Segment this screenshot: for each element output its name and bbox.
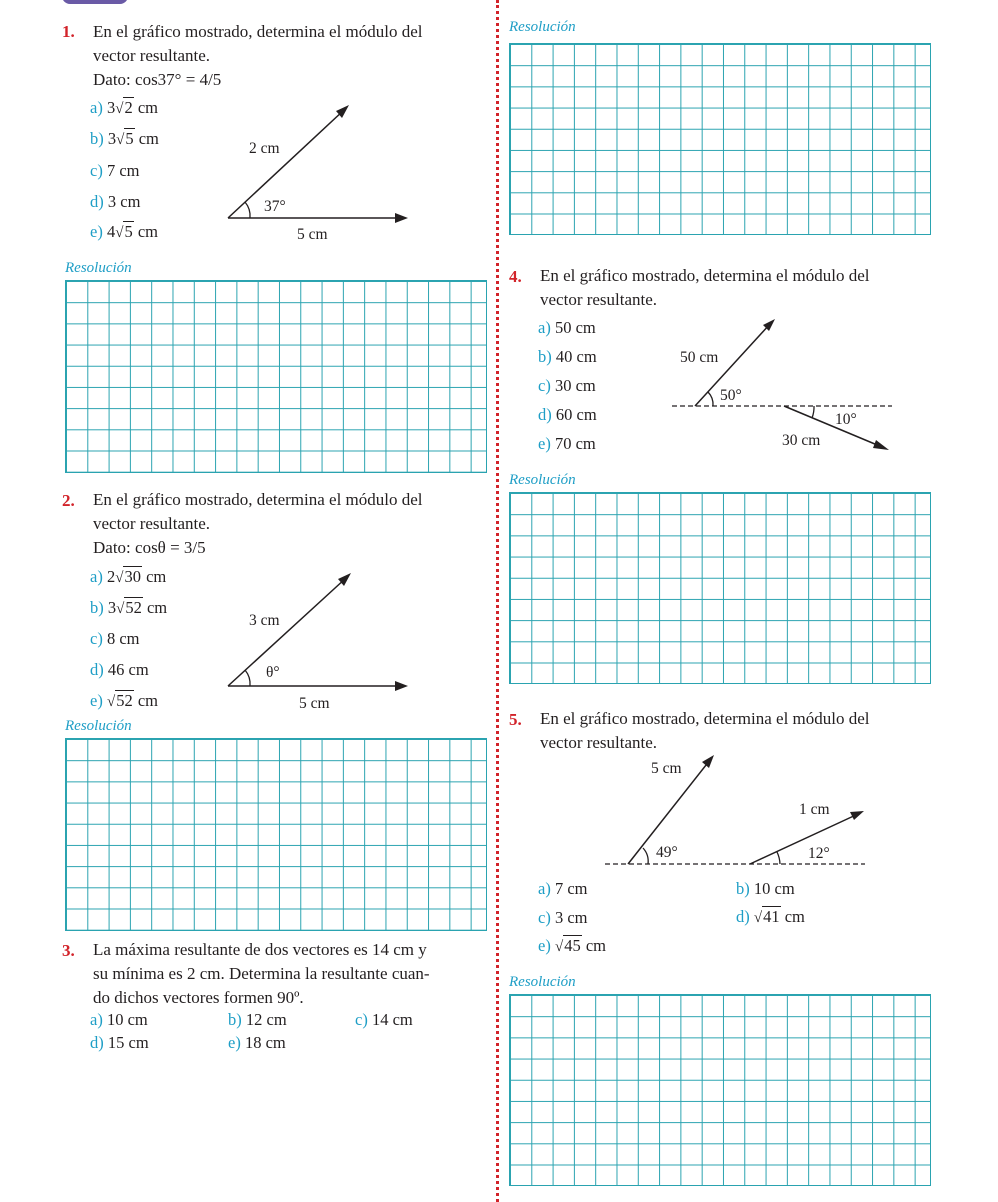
- stem-line: vector resultante.: [540, 290, 658, 309]
- vector-line: [750, 814, 858, 864]
- radical-expression: [108, 598, 143, 618]
- option-d[interactable]: [736, 907, 805, 927]
- option-unit: cm: [585, 936, 606, 955]
- radicand: 41: [763, 907, 780, 926]
- option-unit: cm: [137, 222, 158, 241]
- option-letter: a): [90, 98, 103, 117]
- option-letter: a): [538, 879, 551, 898]
- option-letter: e): [90, 222, 103, 241]
- figure-label: 10°: [835, 411, 857, 428]
- option-a[interactable]: [90, 567, 166, 587]
- option-text: 3 cm: [554, 908, 588, 927]
- radical-expression: [107, 691, 134, 711]
- option-unit: cm: [784, 907, 805, 926]
- radicand: 5: [124, 222, 133, 241]
- problem-stem: [93, 488, 423, 560]
- dato-line: Dato: cos37° = 4/5: [93, 70, 222, 89]
- column-divider: [496, 0, 499, 1202]
- figure-label: 1 cm: [799, 801, 830, 818]
- stem-line: La máxima resultante de dos vectores es 14 cm y: [93, 940, 427, 959]
- option-b[interactable]: [736, 879, 795, 899]
- radicand: 52: [116, 691, 133, 710]
- vector-figure-4: [670, 314, 900, 459]
- option-letter: e): [538, 936, 551, 955]
- option-letter: e): [228, 1033, 241, 1052]
- option-e[interactable]: [228, 1033, 286, 1053]
- option-letter: e): [90, 691, 103, 710]
- problem-stem: [93, 938, 430, 1010]
- option-b[interactable]: [90, 129, 159, 149]
- option-letter: d): [90, 192, 104, 211]
- sqrt-icon: √: [116, 132, 125, 148]
- resolucion-label: Resolución: [65, 260, 132, 276]
- sqrt-icon: √: [115, 101, 124, 117]
- stem-line: do dichos vectores formen 90º.: [93, 988, 304, 1007]
- figure-label: 2 cm: [249, 140, 280, 157]
- option-e[interactable]: [90, 691, 158, 711]
- option-unit: cm: [146, 598, 168, 617]
- resolution-grid[interactable]: [65, 280, 487, 473]
- option-b[interactable]: [538, 347, 597, 367]
- option-text: 18 cm: [244, 1033, 286, 1052]
- radicand: 30: [124, 567, 141, 586]
- option-a[interactable]: [90, 98, 158, 118]
- figure-label: 49°: [656, 844, 678, 861]
- option-b[interactable]: [228, 1010, 287, 1030]
- vector-line: [228, 578, 346, 686]
- radical-coef: 4: [106, 222, 116, 241]
- option-c[interactable]: [90, 629, 140, 649]
- radicand: 2: [124, 98, 133, 117]
- option-text: 14 cm: [371, 1010, 413, 1029]
- option-a[interactable]: [90, 1010, 148, 1030]
- angle-arc: [777, 852, 780, 864]
- option-unit: cm: [137, 98, 158, 117]
- figure-label: 50 cm: [680, 349, 719, 366]
- vector-figure-5: [600, 752, 880, 872]
- vector-figure-1: [220, 98, 420, 248]
- option-b[interactable]: [90, 598, 167, 618]
- stem-line: En el gráfico mostrado, determina el módulo del: [540, 709, 870, 728]
- option-d[interactable]: [90, 660, 149, 680]
- sqrt-icon: √: [554, 939, 564, 955]
- option-c[interactable]: [538, 908, 588, 928]
- option-letter: b): [228, 1010, 242, 1029]
- problem-number: 3.: [62, 941, 75, 960]
- sqrt-icon: √: [115, 570, 124, 586]
- problem-stem: [540, 707, 870, 755]
- radical-expression: [754, 907, 781, 927]
- vector-figure-2: [220, 566, 420, 716]
- arrowhead-icon: [395, 681, 408, 691]
- problem-stem: [93, 20, 423, 92]
- option-letter: c): [538, 908, 551, 927]
- resolution-grid[interactable]: [509, 994, 931, 1186]
- option-unit: cm: [138, 129, 159, 148]
- problem-stem: [540, 264, 870, 312]
- radicand: 45: [564, 936, 581, 955]
- option-c[interactable]: [90, 161, 140, 181]
- option-unit: cm: [137, 691, 158, 710]
- option-letter: c): [90, 629, 103, 648]
- figure-label: 5 cm: [297, 226, 328, 243]
- option-letter: d): [538, 405, 552, 424]
- radical-coef: 3: [106, 98, 116, 117]
- option-d[interactable]: [90, 192, 140, 212]
- radical-expression: [107, 98, 134, 118]
- option-letter: b): [90, 129, 104, 148]
- resolution-grid[interactable]: [509, 492, 931, 684]
- resolucion-label: Resolución: [509, 19, 576, 35]
- option-unit: cm: [146, 567, 167, 586]
- stem-line: vector resultante.: [540, 733, 658, 752]
- radical-expression: [555, 936, 582, 956]
- option-text: 30 cm: [554, 376, 596, 395]
- problem-number: 5.: [509, 710, 522, 729]
- problem-number: 4.: [509, 267, 522, 286]
- option-text: 12 cm: [245, 1010, 287, 1029]
- figure-label: 3 cm: [249, 612, 280, 629]
- stem-line: En el gráfico mostrado, determina el módulo del: [93, 490, 423, 509]
- option-text: 10 cm: [106, 1010, 148, 1029]
- option-text: 70 cm: [554, 434, 596, 453]
- sqrt-icon: √: [115, 225, 124, 241]
- figure-label: 50°: [720, 387, 742, 404]
- radical-coef: 2: [106, 567, 116, 586]
- option-letter: b): [90, 598, 104, 617]
- arrowhead-icon: [873, 440, 889, 450]
- figure-label: θ°: [266, 664, 280, 681]
- option-letter: d): [90, 660, 104, 679]
- option-a[interactable]: [538, 879, 588, 899]
- option-text: 15 cm: [107, 1033, 149, 1052]
- option-letter: e): [538, 434, 551, 453]
- option-text: 8 cm: [106, 629, 140, 648]
- problem-number: 2.: [62, 491, 75, 510]
- stem-line: En el gráfico mostrado, determina el módulo del: [540, 266, 870, 285]
- option-text: 7 cm: [106, 161, 140, 180]
- arrowhead-icon: [395, 213, 408, 223]
- option-text: 10 cm: [753, 879, 795, 898]
- option-letter: c): [355, 1010, 368, 1029]
- stem-line: su mínima es 2 cm. Determina la resultante cuan-: [93, 964, 430, 983]
- radical-expression: [108, 129, 135, 149]
- sqrt-icon: √: [753, 910, 763, 926]
- option-letter: d): [90, 1033, 104, 1052]
- angle-arc: [812, 406, 814, 418]
- figure-label: 12°: [808, 845, 830, 862]
- option-letter: b): [736, 879, 750, 898]
- figure-label: 5 cm: [299, 695, 330, 712]
- option-a[interactable]: [538, 318, 596, 338]
- option-letter: c): [90, 161, 103, 180]
- arrowhead-icon: [702, 755, 714, 768]
- option-e[interactable]: [538, 936, 606, 956]
- option-letter: b): [538, 347, 552, 366]
- option-letter: a): [90, 1010, 103, 1029]
- option-c[interactable]: [355, 1010, 413, 1030]
- figure-label: 30 cm: [782, 432, 821, 449]
- resolution-grid[interactable]: [509, 43, 931, 235]
- radicand: 5: [125, 129, 134, 148]
- angle-arc: [245, 670, 250, 686]
- problem-number: 1.: [62, 22, 75, 41]
- sqrt-icon: √: [116, 601, 125, 617]
- option-c[interactable]: [538, 376, 596, 396]
- option-text: 3 cm: [107, 192, 141, 211]
- option-letter: a): [90, 567, 103, 586]
- arrowhead-icon: [850, 811, 864, 820]
- option-e[interactable]: [90, 222, 158, 242]
- option-letter: c): [538, 376, 551, 395]
- stem-line: vector resultante.: [93, 46, 211, 65]
- option-letter: d): [736, 907, 750, 926]
- angle-arc: [708, 392, 713, 406]
- option-text: 46 cm: [107, 660, 149, 679]
- stem-line: vector resultante.: [93, 514, 211, 533]
- resolution-grid[interactable]: [65, 738, 487, 931]
- figure-label: 37°: [264, 198, 286, 215]
- resolucion-label: Resolución: [65, 718, 132, 734]
- resolucion-label: Resolución: [509, 974, 576, 990]
- option-text: 40 cm: [555, 347, 597, 366]
- radical-expression: [107, 567, 142, 587]
- radical-coef: 3: [107, 129, 117, 148]
- resolucion-label: Resolución: [509, 472, 576, 488]
- radical-expression: [107, 222, 134, 242]
- option-text: 50 cm: [554, 318, 596, 337]
- header-tab: [62, 0, 128, 4]
- option-text: 60 cm: [555, 405, 597, 424]
- sqrt-icon: √: [106, 694, 116, 710]
- option-d[interactable]: [538, 405, 597, 425]
- radicand: 52: [125, 598, 142, 617]
- option-e[interactable]: [538, 434, 596, 454]
- radical-coef: 3: [107, 598, 117, 617]
- stem-line: En el gráfico mostrado, determina el módulo del: [93, 22, 423, 41]
- option-letter: a): [538, 318, 551, 337]
- angle-arc: [643, 848, 648, 864]
- dato-line: Dato: cosθ = 3/5: [93, 538, 206, 557]
- option-text: 7 cm: [554, 879, 588, 898]
- figure-label: 5 cm: [651, 760, 682, 777]
- angle-arc: [245, 202, 250, 218]
- option-d[interactable]: [90, 1033, 149, 1053]
